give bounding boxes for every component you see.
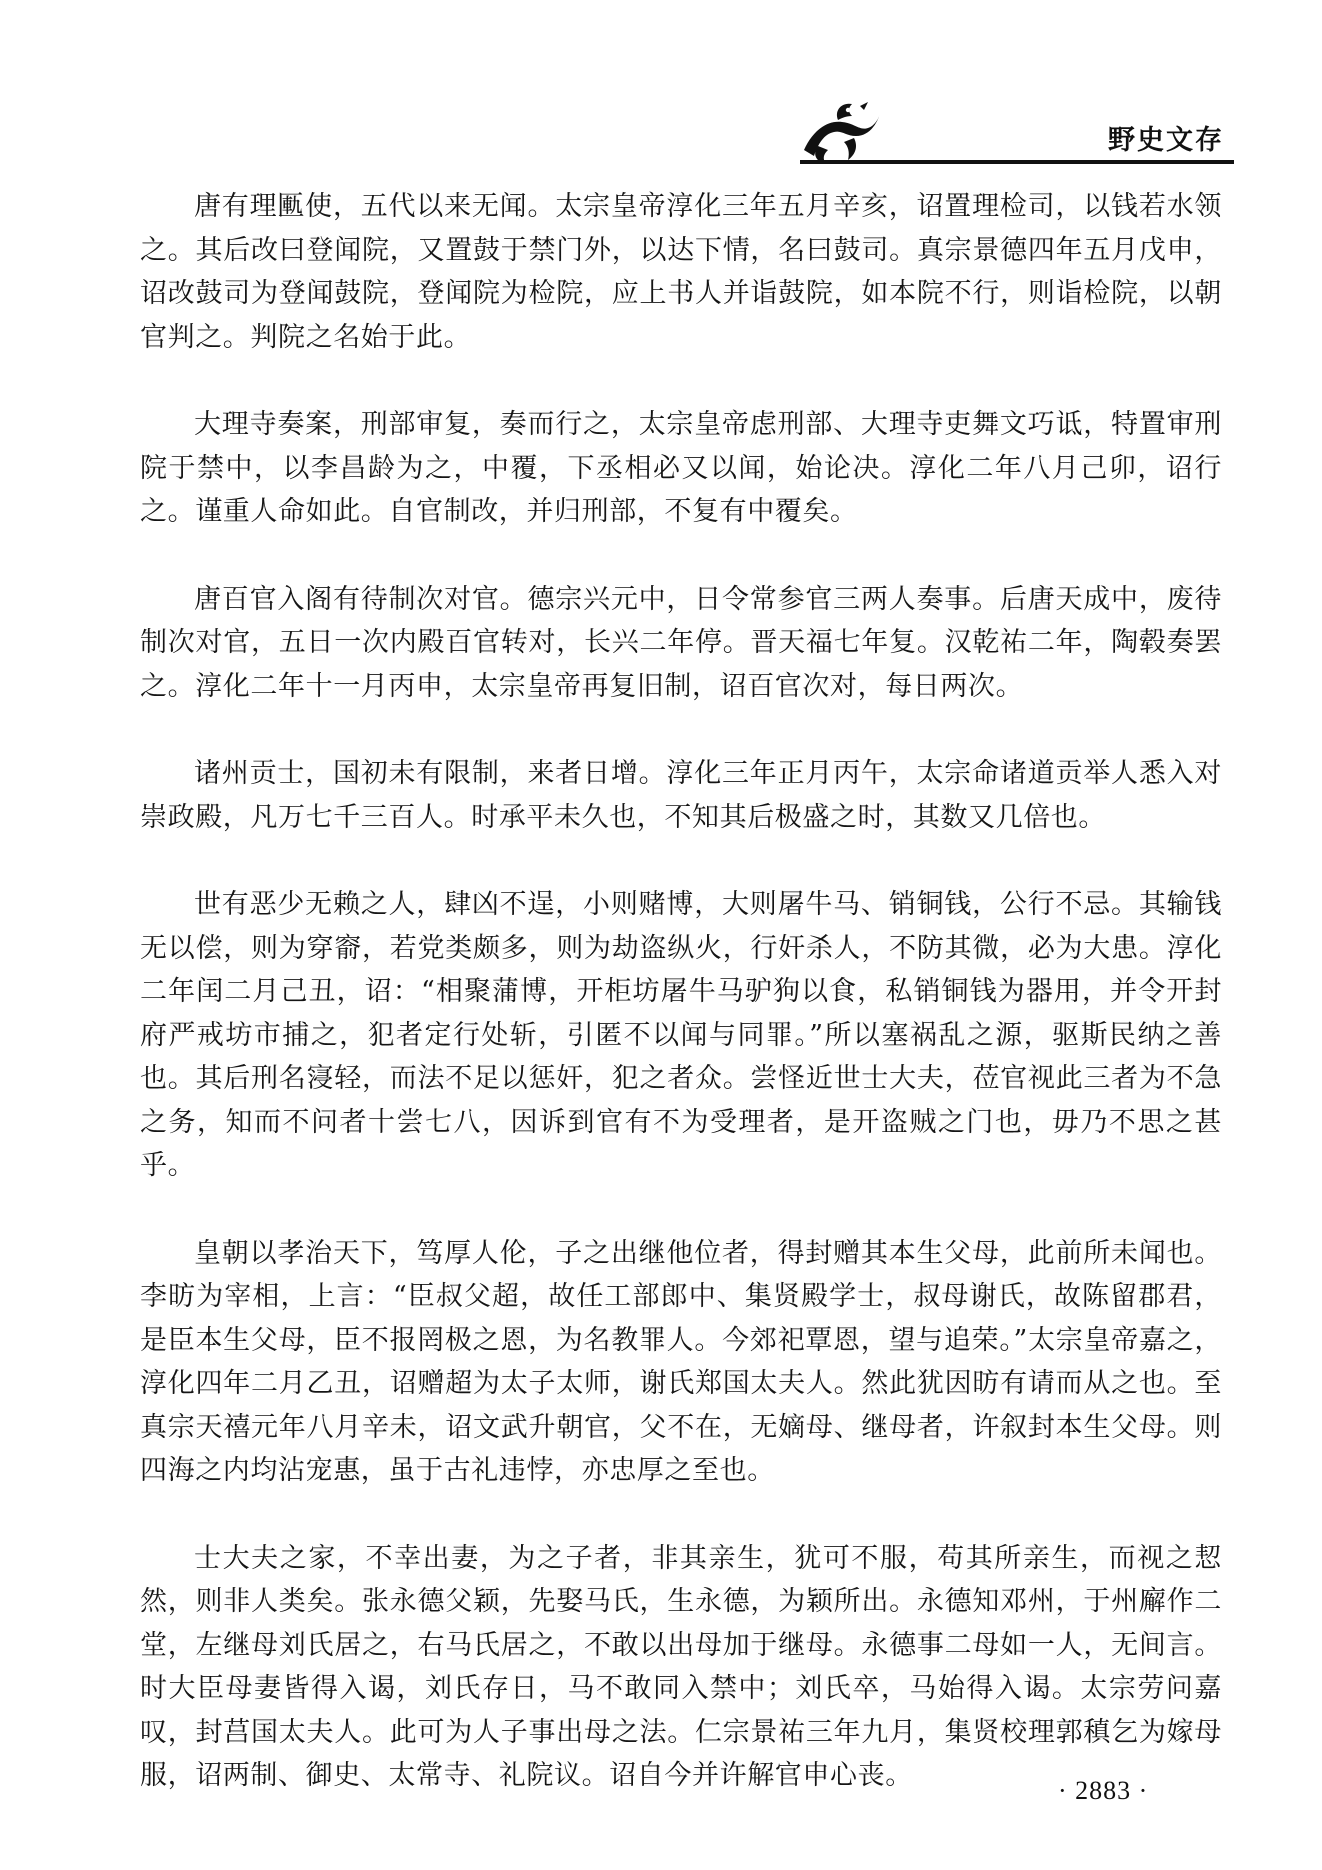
header-title: 野史文存 <box>1108 125 1224 156</box>
paragraph-1: 唐有理匭使，五代以来无闻。太宗皇帝淳化三年五月辛亥，诏置理检司，以钱若水领之。其后改曰登闻院，又置鼓于禁门外，以达下情，名曰鼓司。真宗景德四年五月戊申，诏改鼓司为登闻鼓院，登闻院为检院，应上书人并诣鼓院，如本院不行，则诣检院，以朝官判之。判院之名始于此。 <box>140 191 1222 353</box>
paragraph-5: 世有恶少无赖之人，肆凶不逞，小则赌博，大则屠牛马、销铜钱，公行不忌。其输钱无以偿，则为穿窬，若党类颇多，则为劫盗纵火，行奸杀人，不防其微，必为大患。淳化二年闰二月己丑，诏：“相聚蒲博，开柜坊屠牛马驴狗以食，私销铜钱为器用，并令开封府严戒坊市捕之，犯者定行处斩，引匿不以闻与同罪。”所以塞祸乱之源，驱斯民纳之善也。其后刑名寖轻，而法不足以惩奸，犯之者众。尝怪近世士大夫，莅官视此三者为不急之务，知而不问者十尝七八，因诉到官有不为受理者，是开盗贼之门也，毋乃不思之甚乎。 <box>140 889 1222 1181</box>
paragraph-4: 诸州贡士，国初未有限制，来者日增。淳化三年正月丙午，太宗命诸道贡举人悉入对崇政殿，凡万七千三百人。时承平未久也，不知其后极盛之时，其数又几倍也。 <box>140 758 1222 833</box>
header-rule <box>800 160 1234 164</box>
paragraph-3: 唐百官入阁有待制次对官。德宗兴元中，日令常参官三两人奏事。后唐天成中，废待制次对官，五日一次内殿百官转对，长兴二年停。晋天福七年复。汉乾祐二年，陶毂奏罢之。淳化二年十一月丙申，太宗皇帝再复旧制，诏百官次对，每日两次。 <box>140 583 1222 702</box>
paragraph-7: 士大夫之家，不幸出妻，为之子者，非其亲生，犹可不服，苟其所亲生，而视之恝然，则非人类矣。张永德父颖，先娶马氏，生永德，为颖所出。永德知邓州，于州廨作二堂，左继母刘氏居之，右马氏居之，不敢以出母加于继母。永德事二母如一人，无间言。时大臣母妻皆得入谒，刘氏存日，马不敢同入禁中；刘氏卒，马始得入谒。太宗劳问嘉叹，封莒国太夫人。此可为人子事出母之法。仁宗景祐三年九月，集贤校理郭稹乞为嫁母服，诏两制、御史、太常寺、礼院议。诏自今并许解官申心丧。 <box>140 1542 1222 1791</box>
dragon-icon <box>798 98 884 168</box>
paragraph-2: 大理寺奏案，刑部审复，奏而行之，太宗皇帝虑刑部、大理寺吏舞文巧诋，特置审刑院于禁中，以李昌龄为之，中覆，下丞相必又以闻，始论决。淳化二年八月己卯，诏行之。谨重人命如此。自官制改，并归刑部，不复有中覆矣。 <box>140 409 1222 527</box>
page-number: · 2883 · <box>1058 1776 1149 1805</box>
main-text <box>140 185 1222 1842</box>
paragraph-6: 皇朝以孝治天下，笃厚人伦，子之出继他位者，得封赠其本生父母，此前所未闻也。李昉为宰相，上言：“臣叔父超，故任工部郎中、集贤殿学士，叔母谢氏，故陈留郡君，是臣本生父母，臣不报罔极之恩，为名教罪人。今郊祀覃恩，望与追荣。”太宗皇帝嘉之，淳化四年二月乙丑，诏赠超为太子太师，谢氏郑国太夫人。然此犹因昉有请而从之也。至真宗天禧元年八月辛未，诏文武升朝官，父不在，无嫡母、继母者，许叙封本生父母。则四海之内均沾宠惠，虽于古礼违悖，亦忠厚之至也。 <box>140 1237 1222 1486</box>
